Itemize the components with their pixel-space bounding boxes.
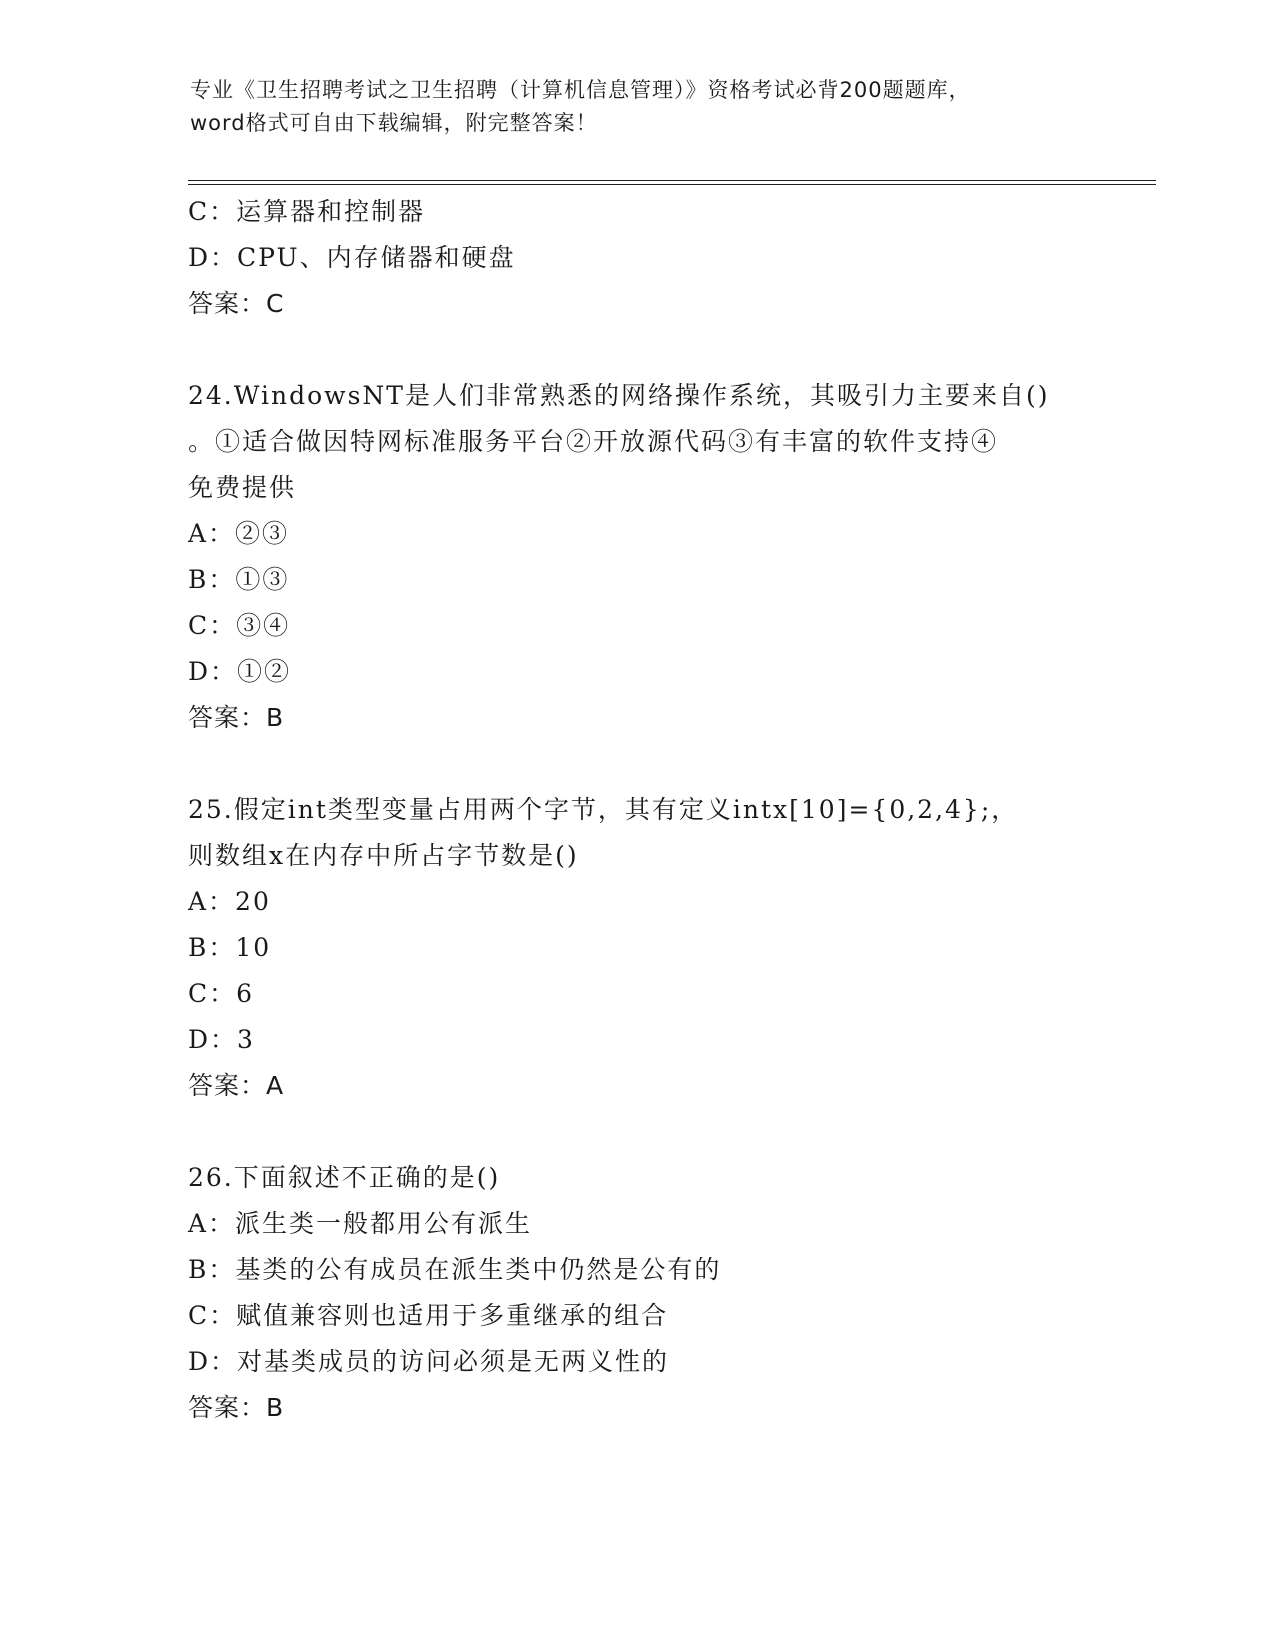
option-a: A：派生类一般都用公有派生 [188,1209,533,1238]
answer-label: 答案：C [188,289,285,318]
option-d: D：3 [188,1025,255,1054]
question-list [188,189,1088,1431]
header-title-line-2: word格式可自由下载编辑，附完整答案！ [190,111,598,135]
option-c: C：③④ [188,611,291,640]
question-stem: 24.WindowsNT是人们非常熟悉的网络操作系统，其吸引力主要来自() [188,381,1050,410]
question-stem: 免费提供 [188,473,297,502]
question-block-25 [188,787,1088,1109]
spacer [188,1109,1088,1155]
question-stem: 则数组x在内存中所占字节数是() [188,841,579,870]
option-a: A：②③ [188,519,290,548]
header-divider-top [188,180,1156,181]
option-c: C：运算器和控制器 [188,197,426,226]
question-block-26 [188,1155,1088,1431]
option-d: D：对基类成员的访问必须是无两义性的 [188,1347,670,1376]
option-b: B：①③ [188,565,290,594]
question-stem: 25.假定int类型变量占用两个字节，其有定义intx[10]={0,2,4};， [188,795,1019,824]
question-stem: 。①适合做因特网标准服务平台②开放源代码③有丰富的软件支持④ [188,427,999,456]
option-c: C：6 [188,979,255,1008]
question-block-prev [188,189,1088,327]
option-b: B：基类的公有成员在派生类中仍然是公有的 [188,1255,722,1284]
option-b: B：10 [188,933,272,962]
spacer [188,327,1088,373]
spacer [188,741,1088,787]
question-stem: 26.下面叙述不正确的是() [188,1163,501,1192]
header-title-line-1: 专业《卫生招聘考试之卫生招聘（计算机信息管理）》资格考试必背200题题库， [190,78,971,102]
document-header [190,74,1090,140]
option-c: C：赋值兼容则也适用于多重继承的组合 [188,1301,669,1330]
answer-label: 答案：B [188,1393,285,1422]
option-d: D：①② [188,657,292,686]
question-block-24 [188,373,1088,741]
option-d: D：CPU、内存储器和硬盘 [188,243,516,272]
answer-label: 答案：B [188,703,285,732]
header-divider-bottom [188,184,1156,185]
answer-label: 答案：A [188,1071,285,1100]
option-a: A：20 [188,887,271,916]
